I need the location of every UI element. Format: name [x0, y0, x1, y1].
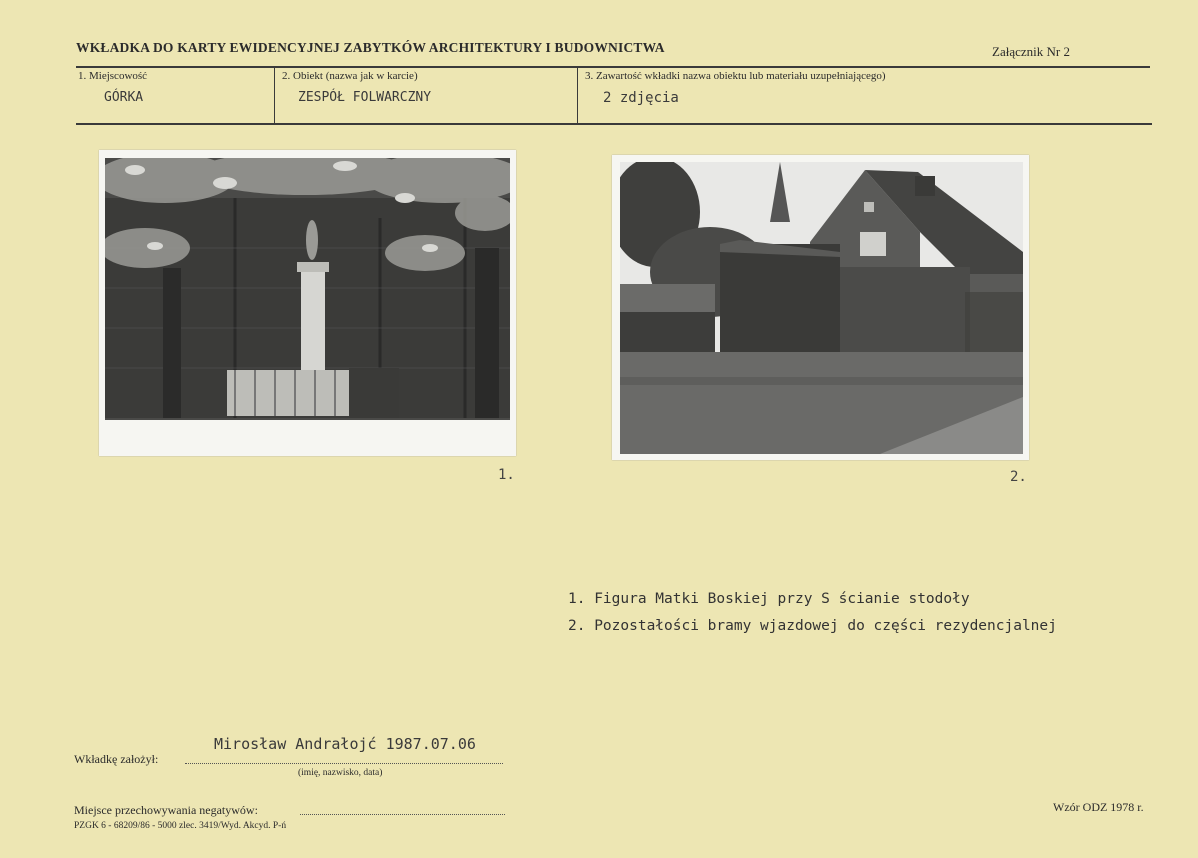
form-model: Wzór ODZ 1978 r.	[1053, 800, 1144, 814]
photo-1-image	[105, 158, 510, 420]
author-line	[185, 763, 503, 764]
field-value-contents: 2 zdjęcia	[603, 90, 679, 106]
author-label: Wkładkę założył:	[74, 752, 159, 766]
photo-1-number: 1.	[498, 467, 515, 483]
print-info: PZGK 6 - 68209/86 - 5000 zlec. 3419/Wyd. Akcyd. P-ń	[74, 821, 287, 831]
field-divider-1	[274, 68, 275, 123]
caption-2: 2. Pozostałości bramy wjazdowej do części rezydencjalnej	[568, 618, 1057, 634]
photo-2-number: 2.	[1010, 469, 1027, 485]
field-value-locality: GÓRKA	[104, 90, 144, 105]
photo-1-shrine	[99, 150, 516, 456]
annex-number: Załącznik Nr 2	[992, 44, 1070, 59]
field-label-locality: 1. Miejscowość	[78, 70, 148, 82]
author-value: Mirosław Andrałojć 1987.07.06	[214, 735, 476, 753]
field-label-contents: 3. Zawartość wkładki nazwa obiektu lub materiału uzupełniającego)	[585, 70, 886, 82]
field-divider-2	[577, 68, 578, 123]
field-label-object: 2. Obiekt (nazwa jak w karcie)	[282, 70, 418, 82]
fields-bottom-rule	[76, 123, 1152, 125]
caption-1: 1. Figura Matki Boskiej przy S ścianie stodoły	[568, 591, 970, 607]
field-value-object: ZESPÓŁ FOLWARCZNY	[298, 90, 432, 105]
photo-2-image	[620, 162, 1023, 454]
header-rule	[76, 66, 1150, 68]
negatives-line	[300, 814, 505, 815]
photo-2-gate-remains	[612, 155, 1029, 460]
card-title: WKŁADKA DO KARTY EWIDENCYJNEJ ZABYTKÓW ARCHITEKTURY I BUDOWNICTWA	[76, 40, 665, 55]
negatives-label: Miejsce przechowywania negatywów:	[74, 803, 258, 817]
author-hint: (imię, nazwisko, data)	[298, 768, 383, 778]
